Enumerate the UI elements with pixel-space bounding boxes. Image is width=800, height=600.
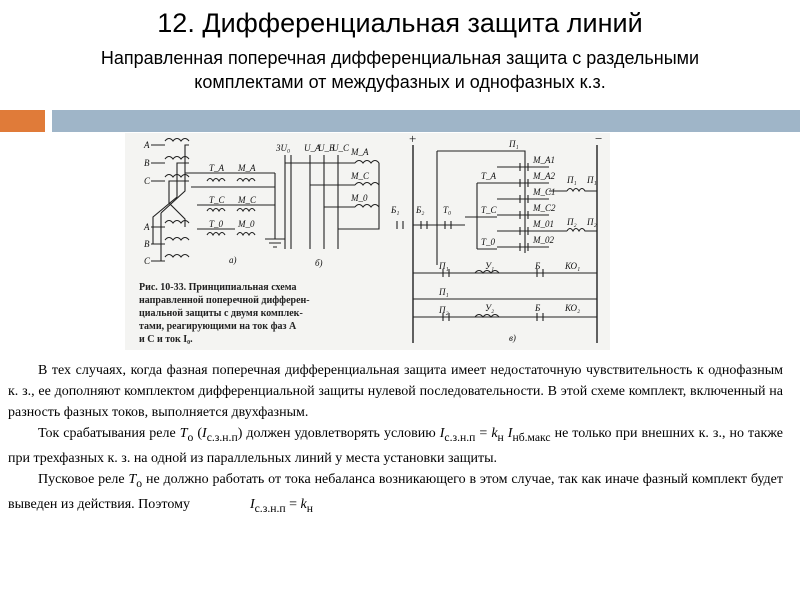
contact-label: М_С1 <box>533 187 556 197</box>
row-label: КО₂ <box>565 303 581 313</box>
contact-label: М_01 <box>533 219 554 229</box>
caption-line: и С и ток I₀. <box>139 334 193 345</box>
coil-label: П₂ <box>567 217 577 227</box>
relay-label: М_С <box>351 171 369 181</box>
relay-label: Т_А <box>209 163 225 173</box>
circuit-figure <box>125 133 610 350</box>
contact-label: М_С2 <box>533 203 556 213</box>
coil-label: П₂ <box>587 217 597 227</box>
diagram-b <box>275 143 379 268</box>
caption-line: циальной защиты с двумя комплек- <box>139 308 303 319</box>
voltage-label: U_А <box>304 143 321 153</box>
paragraph-2: Ток срабатывания реле $Т_о$ $(I_{с.з.н.п})$ должен удовлетворять условию $I_{с.з.н.п} = k_н$ $I_{нб.макс}$ не только при внешних к. з., но также при трехфазных к. з. на одной из параллельных линий у места установки защиты. <box>8 426 783 466</box>
relay-label: Т_С <box>209 195 225 205</box>
phase-label: В <box>144 158 150 168</box>
phase-label: А <box>144 140 150 150</box>
contact-label: М_А2 <box>533 171 555 181</box>
phase-label: С <box>144 256 151 266</box>
body-text <box>8 360 783 518</box>
voltage-label: U_В <box>318 143 335 153</box>
caption-line: тами, реагирующими на ток фаз А <box>139 321 297 332</box>
row-label: П₁ <box>439 287 449 297</box>
phase-label: В <box>144 239 150 249</box>
voltage-label: 3U₀ <box>276 143 291 153</box>
contact-label: М_А1 <box>533 155 555 165</box>
contact-label: Т_А <box>481 171 497 181</box>
accent-block <box>0 110 45 132</box>
row-label: П₂ <box>439 305 449 315</box>
relay-label: М_А <box>238 163 256 173</box>
row-label: У₁ <box>485 261 495 271</box>
relay-label: М_С <box>238 195 256 205</box>
voltage-label: U_С <box>332 143 350 153</box>
subtitle-line-1: Направленная поперечная дифференциальная защита с раздельными <box>100 48 700 68</box>
figure-caption <box>139 282 310 345</box>
slide-title: 12. Дифференциальная защита линий <box>157 8 643 38</box>
relay-label: М_0 <box>351 193 368 203</box>
bus-minus-label: − <box>595 133 603 146</box>
row-label: КО₁ <box>565 261 581 271</box>
sub-figure-label: а) <box>229 255 237 265</box>
contact-label: Б₂ <box>416 205 425 215</box>
bus-plus-label: + <box>409 133 417 146</box>
relay-label: Т_0 <box>209 219 224 229</box>
coil-label: П₁ <box>567 175 577 185</box>
row-label: Б <box>535 303 541 313</box>
paragraph-3: Пусковое реле $Т_о$ не должно работать от тока небаланса возникающего в этом случае, так как иначе фазный комплект будет выведен из действия. Поэтому $I_{с.з.н.п} = k_н$ <box>8 471 783 515</box>
row-label: П₁ <box>439 261 449 271</box>
relay-label: М_А <box>351 147 369 157</box>
row-label: Б <box>535 261 541 271</box>
sub-figure-label: в) <box>509 333 516 343</box>
caption-line: направленной поперечной дифферен- <box>139 295 310 306</box>
row-label: У₂ <box>485 303 495 313</box>
phase-label: А <box>144 222 150 232</box>
sub-figure-label: б) <box>315 258 323 268</box>
contact-label: Т₀ <box>443 205 452 215</box>
coil-label: П₁ <box>587 175 597 185</box>
contact-label: П₁ <box>509 139 519 149</box>
contact-label: Т_С <box>481 205 497 215</box>
subtitle-line-2: комплектами от междуфазных и однофазных к.з. <box>194 72 606 92</box>
contact-label: Б₁ <box>391 205 400 215</box>
diagram-c <box>390 133 602 343</box>
slide-subtitle <box>40 46 760 94</box>
diagram-a <box>143 139 285 267</box>
caption-line: Рис. 10-33. Принципиальная схема <box>139 282 297 293</box>
contact-label: Т_0 <box>481 237 496 247</box>
contact-label: М_02 <box>533 235 554 245</box>
phase-label: С <box>144 176 151 186</box>
paragraph-1: В тех случаях, когда фазная поперечная дифференциальная защита имеет недостаточную чувствительность к однофазным к. з., ее дополняют комплектом дифференциальной защиты нулевой последовательности. В этой схеме комплект, включенный на разность фазных токов, выполняется двухфазным. <box>8 363 783 420</box>
title-divider-bar <box>52 110 800 132</box>
relay-label: М_0 <box>238 219 255 229</box>
